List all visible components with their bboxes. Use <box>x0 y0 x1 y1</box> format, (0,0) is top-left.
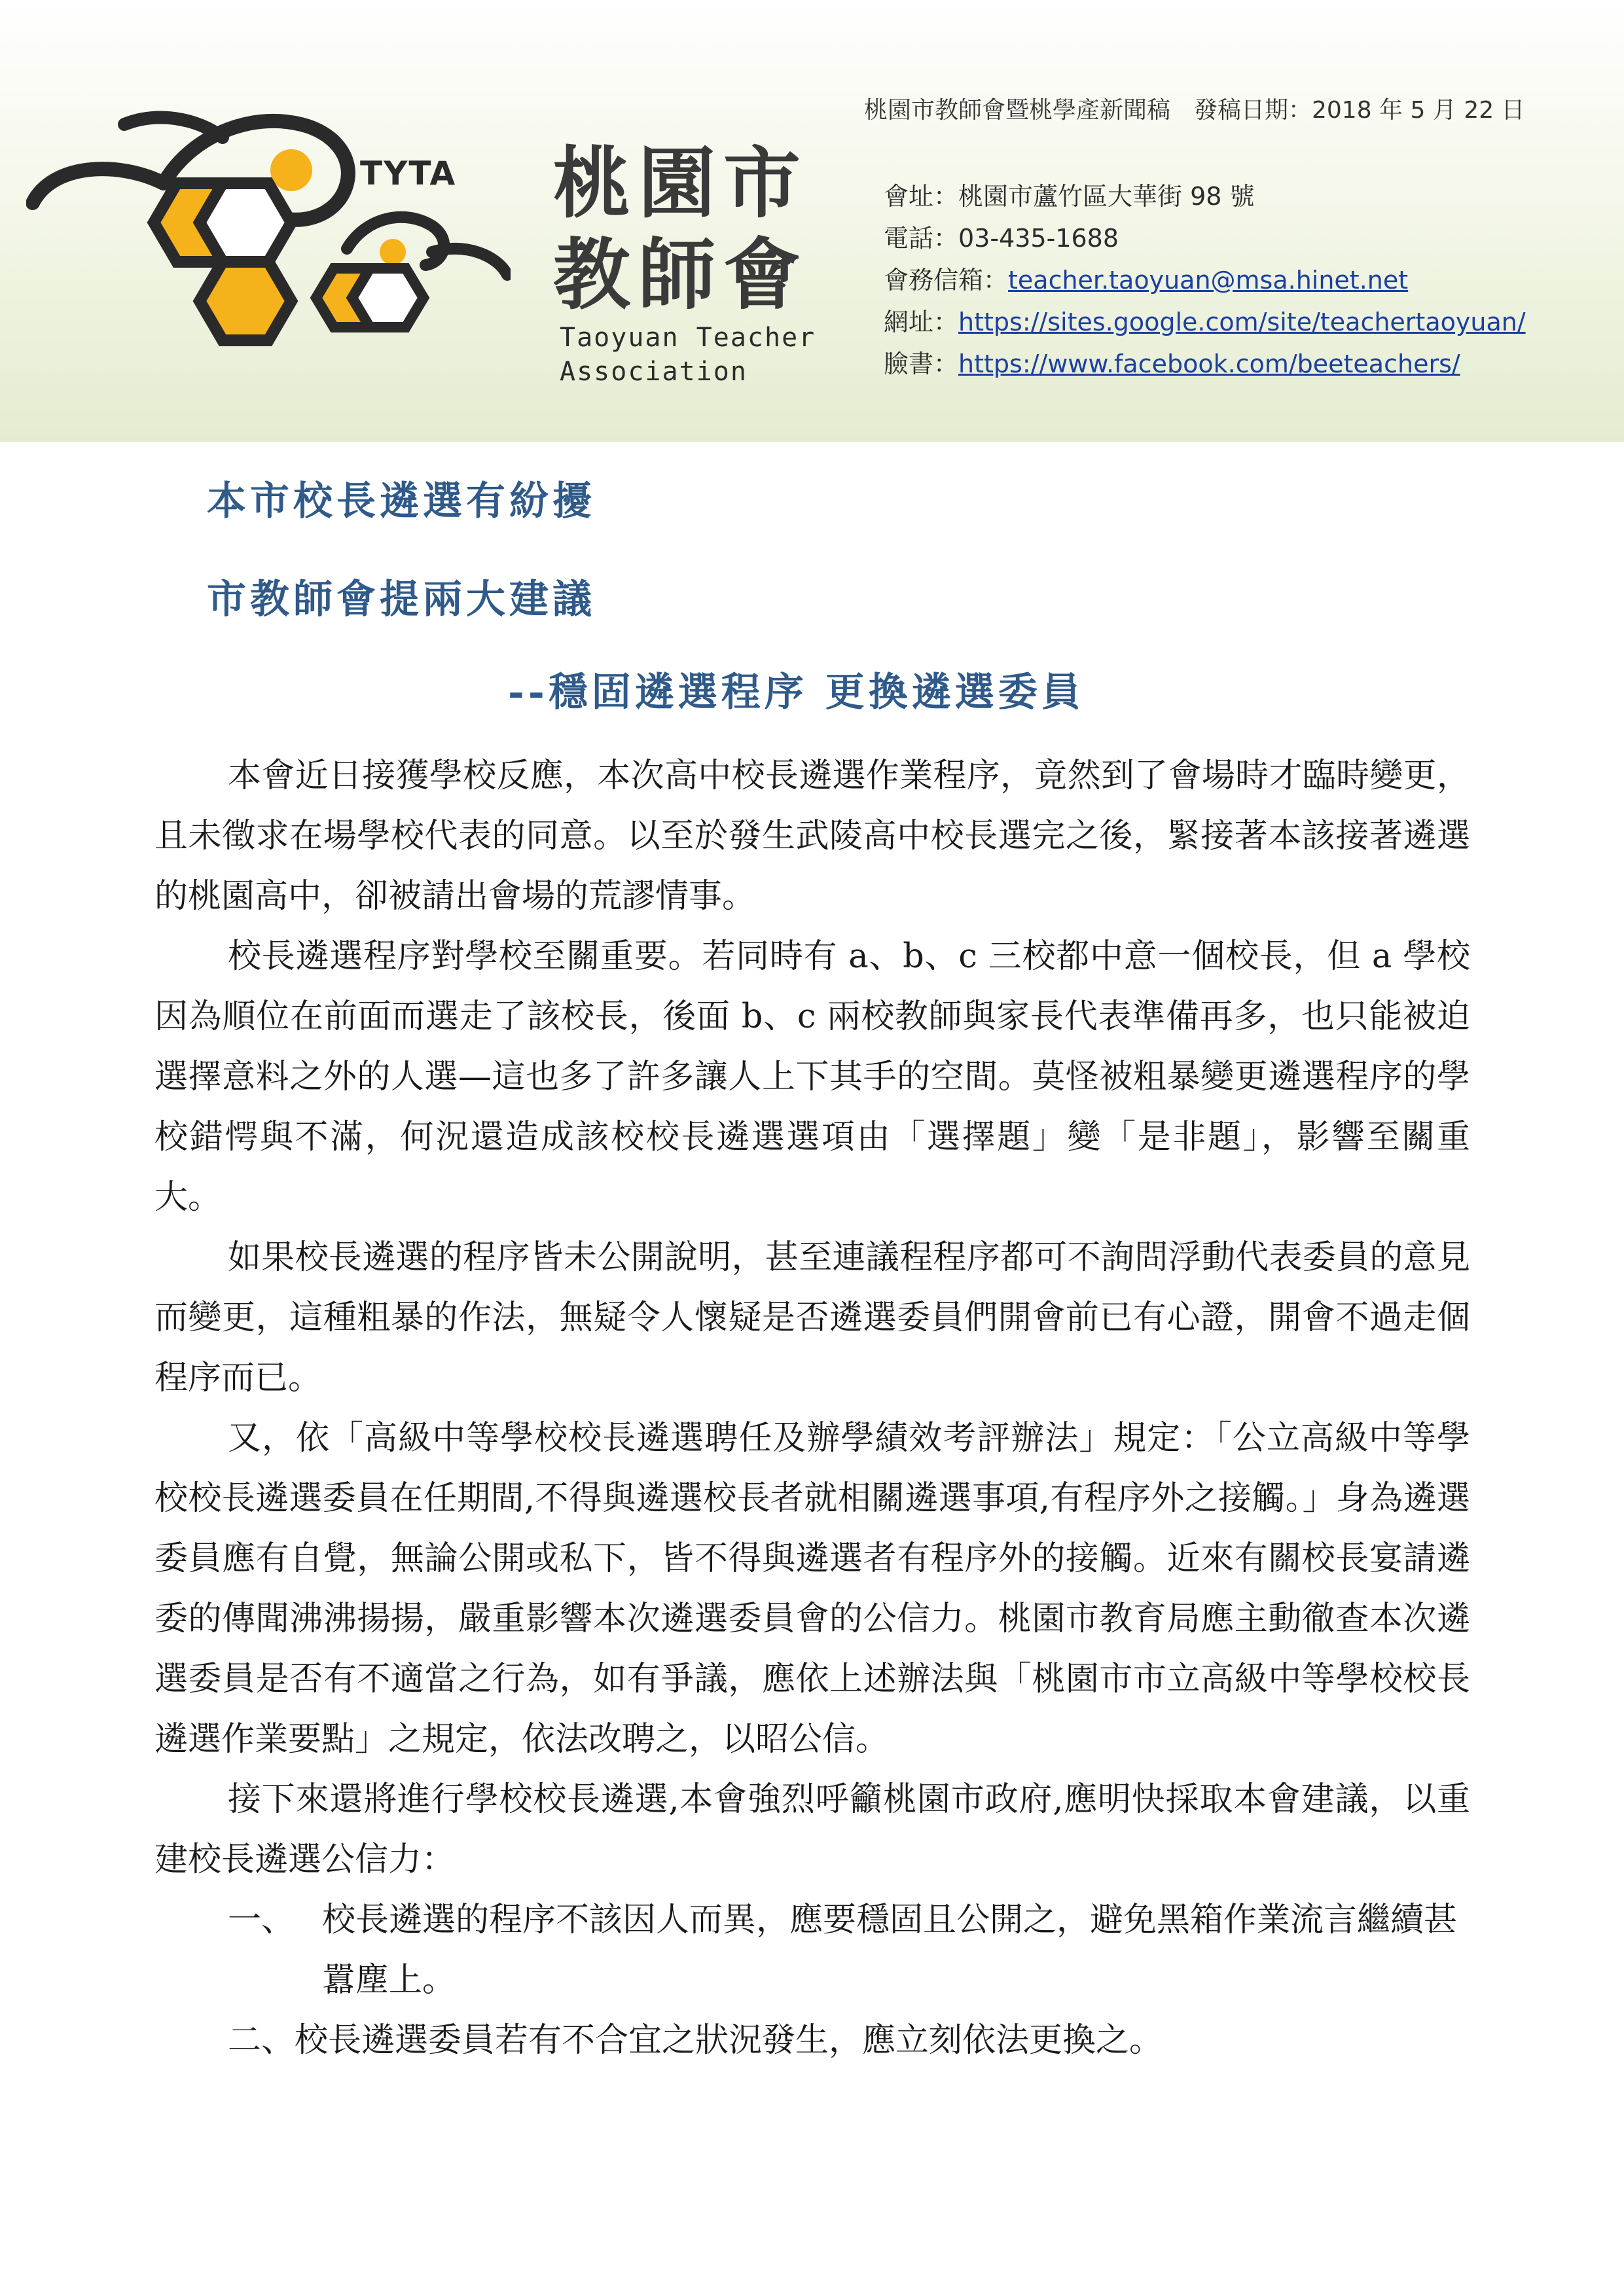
org-acronym: TYTA <box>360 154 457 192</box>
phone-label: 電話： <box>884 224 959 253</box>
email-label: 會務信箱： <box>884 266 1009 295</box>
facebook-row <box>884 343 1617 385</box>
facebook-link[interactable]: https://www.facebook.com/beeteachers/ <box>958 350 1460 378</box>
list-item-2: 二、校長遴選委員若有不合宜之狀況發生，應立刻依法更換之。 <box>228 2021 1163 2060</box>
list-item-1-text: 校長遴選的程序不該因人而異，應要穩固且公開之，避免黑箱作業流言繼續甚囂塵上。 <box>322 1901 1458 2000</box>
contact-block <box>884 175 1617 385</box>
paragraph-1: 本會近日接獲學校反應，本次高中校長遴選作業程序，竟然到了會場時才臨時變更，且未徵求在場學校代表的同意。以至於發生武陵高中校長選完之後，緊接著本該接著遴選的桃園高中，卻被請出會場的荒謬情事。 <box>154 757 1470 916</box>
email-row <box>884 259 1617 301</box>
headline-subtitle: --穩固遴選程序 更換遴選委員 <box>508 670 1085 715</box>
address-row <box>884 175 1617 217</box>
email-link[interactable]: teacher.taoyuan@msa.hinet.net <box>1008 266 1409 295</box>
headline-line-1: 本市校長遴選有紛擾 <box>207 478 596 524</box>
phone-value: 03-435-1688 <box>958 224 1119 253</box>
paragraph-3: 如果校長遴選的程序皆未公開說明，甚至連議程程序都可不詢問浮動代表委員的意見而變更，這種粗暴的作法，無疑令人懷疑是否遴選委員們開會前已有心證，開會不過走個程序而已。 <box>154 1238 1470 1397</box>
website-link[interactable]: https://sites.google.com/site/teachertaoyuan/ <box>958 308 1526 336</box>
phone-row <box>884 217 1617 259</box>
address-label: 會址： <box>884 182 959 211</box>
paragraph-4: 又，依「高級中等學校校長遴選聘任及辦學績效考評辦法」規定：「公立高級中等學校校長遴選委員在任期間,不得與遴選校長者就相關遴選事項,有程序外之接觸。」身為遴選委員應有自覺，無論公開或私下，皆不得與遴選者有程序外的接觸。近來有關校長宴請遴委的傳聞沸沸揚揚，嚴重影響本次遴選委員會的公信力。桃園市教育局應主動徹查本次遴選委員是否有不適當之行為，如有爭議，應依上述辦法與「桃園市市立高級中等學校校長遴選作業要點」之規定，依法改聘之，以昭公信。 <box>154 1419 1470 1759</box>
paragraph-5: 接下來還將進行學校校長遴選,本會強烈呼籲桃園市政府,應明快採取本會建議，以重建校長遴選公信力： <box>154 1780 1470 1879</box>
org-name-zh: 桃園市教師會 <box>553 138 809 320</box>
bee-logo-icon <box>26 98 511 380</box>
facebook-label: 臉書： <box>884 350 959 378</box>
org-name-en: Taoyuan Teacher Association <box>560 323 816 387</box>
website-label: 網址： <box>884 308 959 336</box>
website-row <box>884 301 1617 343</box>
article-body <box>154 746 1470 2071</box>
paragraph-2: 校長遴選程序對學校至關重要。若同時有 a、b、c 三校都中意一個校長，但 a 學校因為順位在前面而選走了該校長，後面 b、c 兩校教師與家長代表準備再多，也只能被迫選擇意料之外的人選—這也多了許多讓人上下其手的空間。莫怪被粗暴變更遴選程序的學校錯愕與不滿，何況還造成該校校長遴選選項由「選擇題」變「是非題」，影響至關重大。 <box>154 937 1470 1217</box>
address-value: 桃園市蘆竹區大華街 98 號 <box>958 182 1255 211</box>
press-release-line: 桃園市教師會暨桃學產新聞稿 發稿日期：2018 年 5 月 22 日 <box>864 97 1525 124</box>
list-item-1-number: 一、 <box>228 1901 295 1939</box>
headline-line-2: 市教師會提兩大建議 <box>207 577 596 622</box>
list-item-1 <box>154 1890 1470 2011</box>
